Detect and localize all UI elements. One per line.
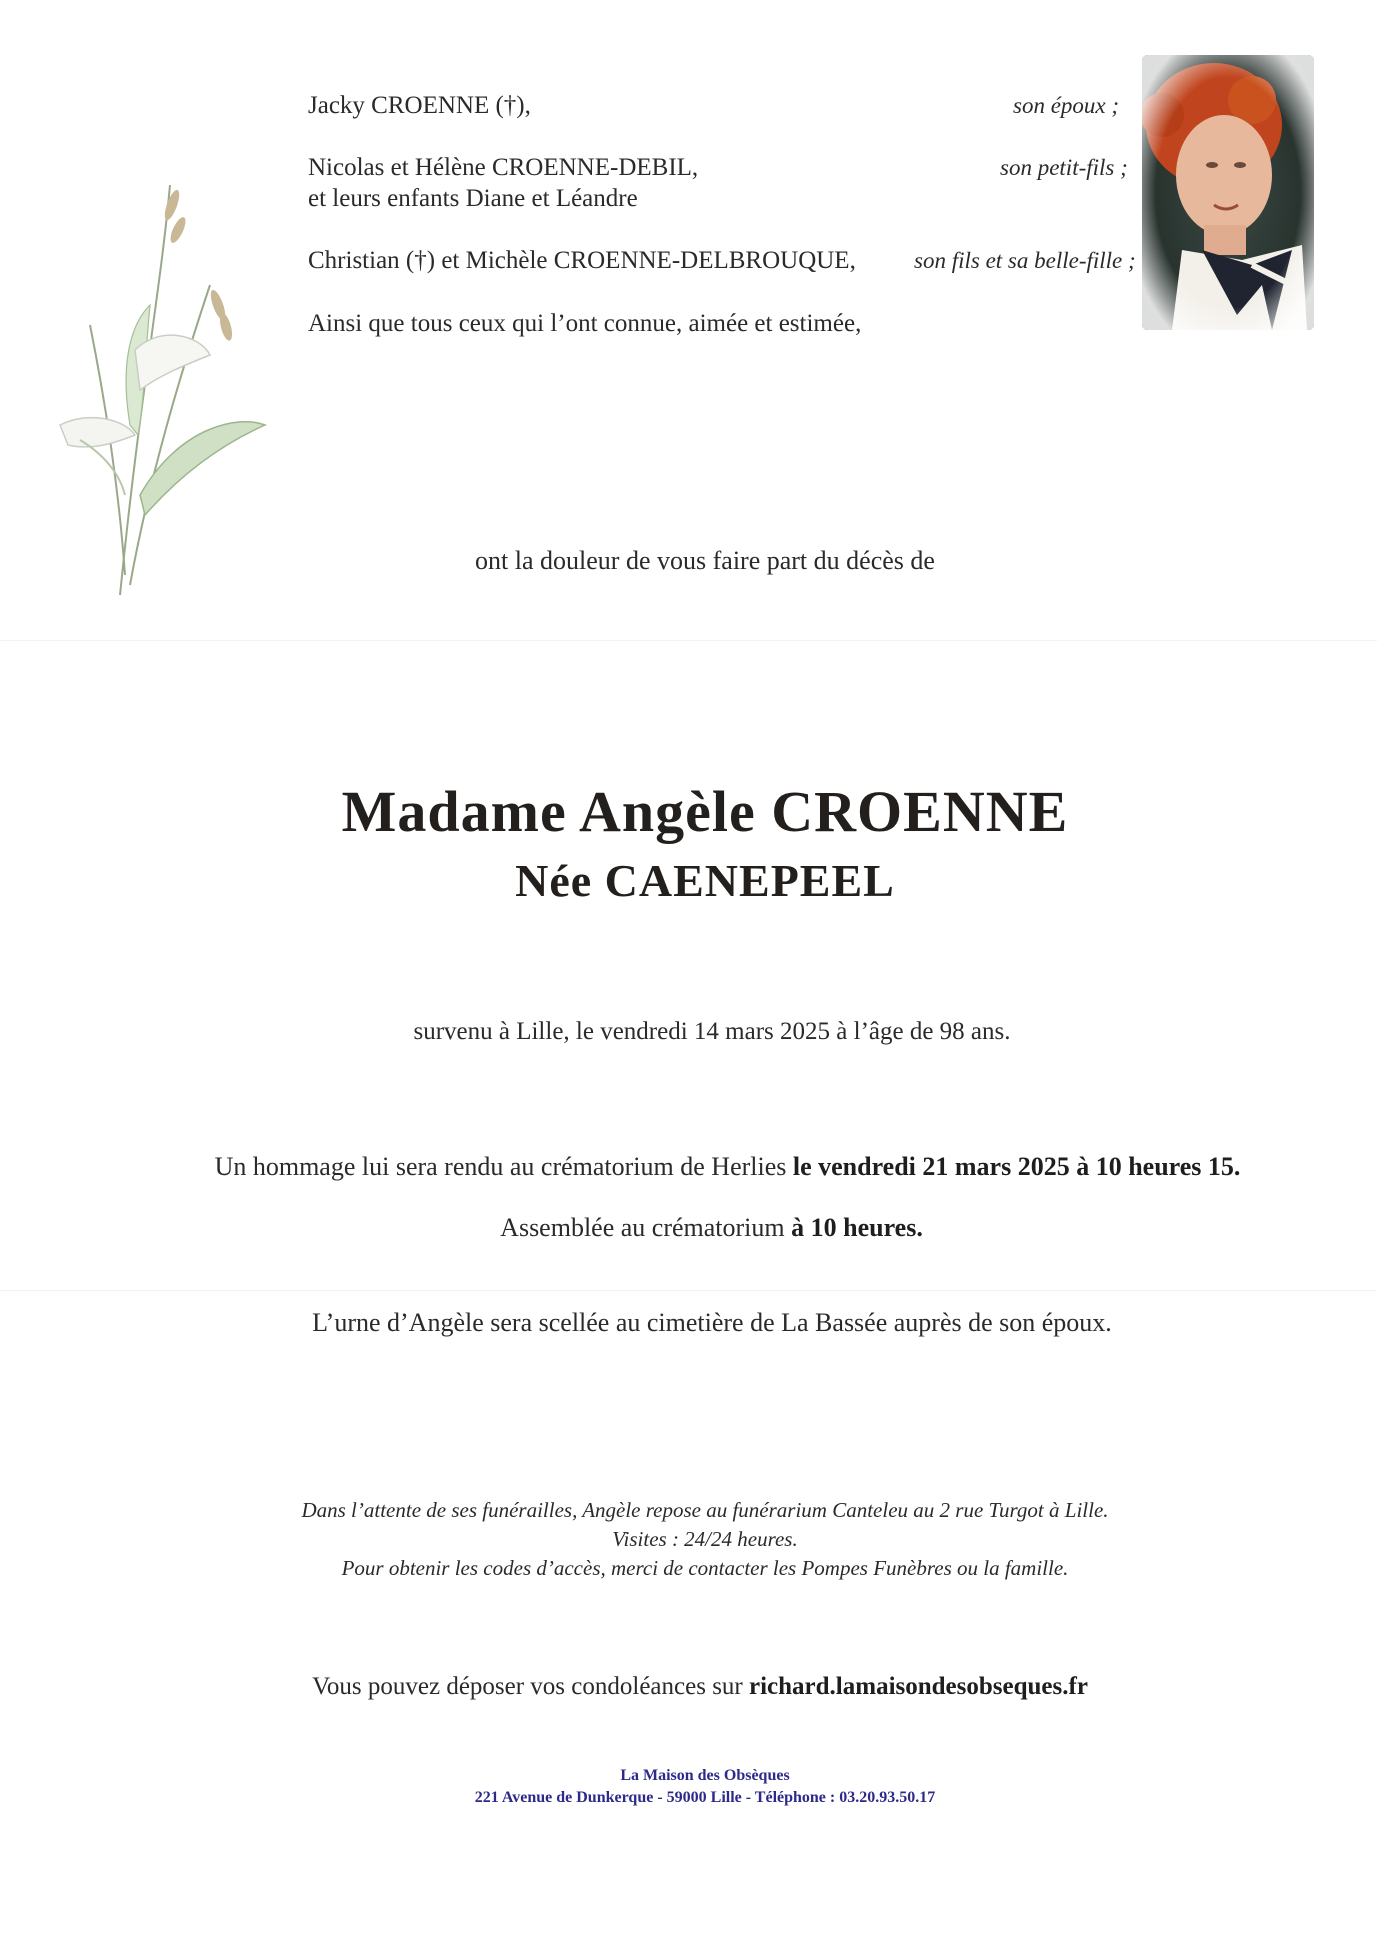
funerarium-note: Dans l’attente de ses funérailles, Angèle repose au funérarium Canteleu au 2 rue Turgot à Lille.	[301, 1498, 1109, 1522]
tribute-text: Un hommage lui sera rendu au crématorium de Herlies	[214, 1152, 793, 1181]
footer-address: 221 Avenue de Dunkerque - 59000 Lille - Téléphone : 03.20.93.50.17	[474, 1789, 936, 1806]
family-role: son époux ;	[1013, 93, 1120, 118]
access-codes-note: Pour obtenir les codes d’accès, merci de contacter les Pompes Funèbres ou la famille.	[341, 1556, 1069, 1580]
family-closing-line: Ainsi que tous ceux qui l’ont connue, aimée et estimée,	[308, 310, 862, 337]
death-details: survenu à Lille, le vendredi 14 mars 2025 à l’âge de 98 ans.	[413, 1018, 1011, 1045]
condolences-line	[0, 1673, 1377, 1701]
family-role: son fils et sa belle-fille ;	[914, 248, 1136, 273]
assembly-text: Assemblée au crématorium	[500, 1213, 792, 1242]
calla-lily-illustration	[50, 175, 280, 595]
tribute-line	[0, 1152, 1377, 1182]
family-member-line: Nicolas et Hélène CROENNE-DEBIL,	[308, 154, 699, 181]
portrait-photo	[1142, 55, 1314, 330]
family-member-line: Christian (†) et Michèle CROENNE-DELBROUQUE,	[308, 247, 856, 274]
fold-line	[0, 1290, 1377, 1291]
condolences-link[interactable]: richard.lamaisondesobseques.fr	[749, 1673, 1088, 1700]
deceased-name: Madame Angèle CROENNE	[341, 779, 1069, 844]
assembly-time: à 10 heures.	[791, 1213, 923, 1242]
fold-line	[0, 640, 1377, 641]
footer-company: La Maison des Obsèques	[620, 1767, 790, 1784]
deceased-maiden-name: Née CAENEPEEL	[515, 855, 895, 906]
family-member-line: et leurs enfants Diane et Léandre	[308, 185, 638, 212]
assembly-line	[0, 1213, 1377, 1243]
announcement-text: ont la douleur de vous faire part du décès de	[475, 546, 935, 575]
urn-line: L’urne d’Angèle sera scellée au cimetière de La Bassée auprès de son époux.	[312, 1308, 1112, 1337]
condolences-text: Vous pouvez déposer vos condoléances sur	[312, 1673, 750, 1700]
family-role: son petit-fils ;	[1000, 155, 1128, 180]
visits-note: Visites : 24/24 heures.	[612, 1527, 798, 1551]
family-member-line: Jacky CROENNE (†),	[308, 92, 531, 119]
tribute-datetime: le vendredi 21 mars 2025 à 10 heures 15.	[792, 1152, 1241, 1181]
